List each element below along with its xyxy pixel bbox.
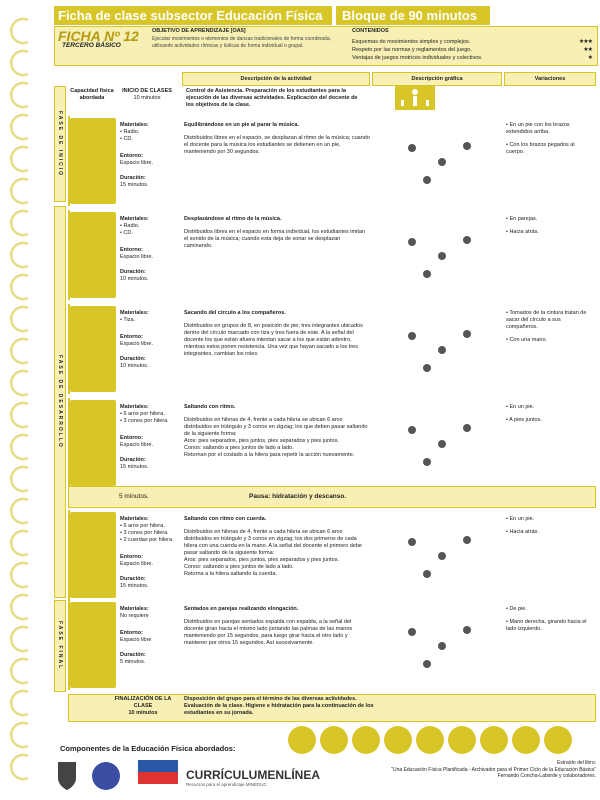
materials-block: Materiales: No requiere Entorno: Espacio libre Duración: 5 minutos. xyxy=(120,606,152,665)
capacity-label: Capacidad física abordada xyxy=(70,88,114,101)
content-item: Ventajas de juegos motrices individuales y colectivos. ★ xyxy=(352,55,592,61)
materials-block: Materiales: • Radio. • CD. Entorno: Espacio libre. Duración: 15 minutos. xyxy=(120,122,154,188)
variation-item: • En un pie con los brazos extendidos arriba. xyxy=(506,122,570,135)
component-icon xyxy=(384,726,412,754)
component-icon xyxy=(544,726,572,754)
mineduc-logo xyxy=(138,760,178,792)
curriculum-logo-sub: Recursos para el aprendizaje MINEDUC xyxy=(186,782,267,787)
component-icon xyxy=(512,726,540,754)
variation-item: • Hacia atrás. xyxy=(506,529,539,535)
ring-binder-decoration xyxy=(0,0,30,800)
pause-text: Pausa: hidratación y descanso. xyxy=(249,493,347,500)
phase-label-final: FASE FINAL xyxy=(54,600,66,692)
variations-block xyxy=(506,216,594,242)
ficha-number: FICHA Nº 12 xyxy=(58,28,139,44)
variations-block xyxy=(506,606,594,639)
contents-list xyxy=(352,38,592,62)
objective-text: Ejecutar movimientos o elementos de danzas tradicionales de forma coordinada, utilizando actividades rítmicas y lúdicas de forma individual o grupal. xyxy=(152,36,331,49)
capacity-illustration xyxy=(70,512,116,598)
variation-item: • En un pie. xyxy=(506,516,535,522)
activity-graphic xyxy=(372,306,502,392)
shield-logo xyxy=(56,760,78,792)
capacity-illustration xyxy=(70,212,116,298)
components-title: Componentes de la Educación Física abordados: xyxy=(60,744,236,753)
star-rating: ★ xyxy=(587,55,592,61)
activity-description: Sentados en parejas realizando elongación. Distribuidos en parejas sentados espalda con espalda, a la señal del docente giran hacia el mismo lado juntando las palmas de las manos manteniendo por 15 segundos, para luego girar hacia el otro lado y mantener por otros 15 segundos. Así sucesivamente. xyxy=(184,606,353,646)
variation-item: • Con una mano. xyxy=(506,337,548,343)
star-rating: ★★★ xyxy=(578,39,592,45)
curriculum-logo-text: CURRÍCULUMENLÍNEA xyxy=(186,768,320,782)
variations-block xyxy=(506,310,594,350)
component-icon xyxy=(448,726,476,754)
column-header-activity: Descripción de la actividad xyxy=(182,72,370,86)
activity-graphic xyxy=(372,512,502,598)
variation-item: • En un pie. xyxy=(506,404,535,410)
pause-row xyxy=(68,486,596,508)
page-title: Ficha de clase subsector Educación Física xyxy=(54,6,332,25)
phase-label-desarrollo: FASE DE DESARROLLO xyxy=(54,206,66,598)
credit-block: Extraído del libro: "Una Educación Física Planificada - Archivador para el Primer Ciclo de la Educación Básica" Fernando Concha-Laborde y colaboradores. xyxy=(391,760,596,779)
materials-block: Materiales: • Tiza. Entorno: Espacio libre. Duración: 10 minutos. xyxy=(120,310,154,369)
activity-description: Desplazándose al ritmo de la música. Distribuidos libres en el espacio en forma individual, los estudiantes imitan el sonido de la música; cuando esta deja de sonar se desplazan caminando. xyxy=(184,216,365,249)
activity-description: Saltando con ritmo. Distribuidos en hileras de 4, frente a cada hilera se ubican 6 aros distribuidos en triángulo y 3 conos en zigzag; los que deben pasar saltando de la siguiente forma: Aros: pies separados, pies juntos, pies separados y pies juntos. Conos: saltando a pies juntos de lado a lado. Retornan por el costado a la hilera para repetir la acción nuevamente. xyxy=(184,404,368,458)
activity-description: Saltando con ritmo con cuerda. Distribuidos en hileras de 4, frente a cada hilera se ubican 6 aros distribuidos en triángulo y 3 conos en zigzag; los dos primeros de cada hilera con una cuerda en la mano. A la señal del docente el primero debe pasar saltando de la siguiente forma: Aros: pies separados, pies juntos, pies separados y pies juntos. Conos: saltando a pies juntos de lado a lado. Retorna a la hilera saltando la cuerda. xyxy=(184,516,362,577)
final-label: FINALIZACIÓN DE LA CLASE 10 minutos xyxy=(114,696,172,716)
block-duration-title: Bloque de 90 minutos xyxy=(336,6,490,25)
column-header-variations: Variaciones xyxy=(504,72,596,86)
inicio-text: Control de Asistencia. Preparación de los estudiantes para la ejecución de las diversas actividades. Explicación del docente de los objetivos de la clase. xyxy=(186,88,358,108)
variation-item: • Hacia atrás. xyxy=(506,229,539,235)
activity-description: Sacando del círculo a los compañeros. Distribuidos en grupos de 8, en posición de pie; tres integrantes ubicados dentro del círculo marcado con tiza y tres fuera de este. A la señal del docente los que están afuera intentan sacar a los que están adentro, mientras estos ponen resistencia. Una vez que hayan sacado a los tres integrantes, cambian los roles. xyxy=(184,310,363,357)
olympic-logo xyxy=(90,760,122,792)
phase-label-inicio: FASE DE INICIO xyxy=(54,86,66,202)
activity-graphic xyxy=(372,602,502,688)
materials-block: Materiales: • 6 aros por hilera. • 3 conos por hilera. • 2 cuerdas por hilera. Entorno: Espacio libre. Duración: 15 minutos. xyxy=(120,516,174,589)
activity-graphic xyxy=(372,118,502,204)
component-icon xyxy=(480,726,508,754)
inicio-label: INICIO DE CLASES 10 minutos xyxy=(122,88,172,101)
component-icon xyxy=(320,726,348,754)
content-item: Respeto por las normas y reglamentos del juego. ★★ xyxy=(352,47,592,53)
variation-item: • Tomados de la cintura tratan de sacar del círculo a sus compañeros. xyxy=(506,310,587,330)
objective-title: OBJETIVO DE APRENDIZAJE [OA5] xyxy=(152,28,246,34)
component-icon xyxy=(288,726,316,754)
variation-item: • A pies juntos. xyxy=(506,417,542,423)
variations-block xyxy=(506,516,594,542)
variation-item: • De pie. xyxy=(506,606,527,612)
final-text: Disposición del grupo para el término de las diversas actividades. Evaluación de la clase. Higiene e hidratación para la continuación de los estudiantes en su jornada. xyxy=(184,696,374,716)
star-rating: ★★ xyxy=(583,47,592,53)
activity-graphic xyxy=(372,400,502,486)
variation-item: • Con los brazos pegados al cuerpo. xyxy=(506,142,575,155)
variations-block xyxy=(506,122,594,162)
capacity-illustration xyxy=(70,602,116,688)
course-level: TERCERO BÁSICO xyxy=(62,42,121,49)
component-icon xyxy=(352,726,380,754)
variation-item: • Mano derecha, girando hacia el lado izquierdo. xyxy=(506,619,587,632)
materials-block: Materiales: • Radio. • CD. Entorno: Espacio libre. Duración: 10 minutos. xyxy=(120,216,154,282)
column-header-graphic: Descripción gráfica xyxy=(372,72,502,86)
capacity-illustration xyxy=(70,306,116,392)
variation-item: • En parejas. xyxy=(506,216,538,222)
content-item: Esquemas de movimientos simples y complejos. ★★★ xyxy=(352,39,592,45)
capacity-illustration xyxy=(70,118,116,204)
materials-block: Materiales: • 6 aros por hilera. • 3 conos por hilera. Entorno: Espacio libre. Duración: 15 minutos. xyxy=(120,404,169,470)
pause-duration: 5 minutos. xyxy=(119,493,149,500)
activity-graphic xyxy=(372,212,502,298)
capacity-illustration xyxy=(70,400,116,486)
teacher-students-icon xyxy=(395,86,435,110)
variations-block xyxy=(506,404,594,430)
activity-description: Equilibrándose en un pie al parar la música. Distribuidos libres en el espacio, se desplazan al ritmo de la música; cuando el docente para la música los estudiantes se detienen en un pie, manteniendo por 30 segundos. xyxy=(184,122,370,155)
component-icon xyxy=(416,726,444,754)
contents-title: CONTENIDOS xyxy=(352,28,389,34)
